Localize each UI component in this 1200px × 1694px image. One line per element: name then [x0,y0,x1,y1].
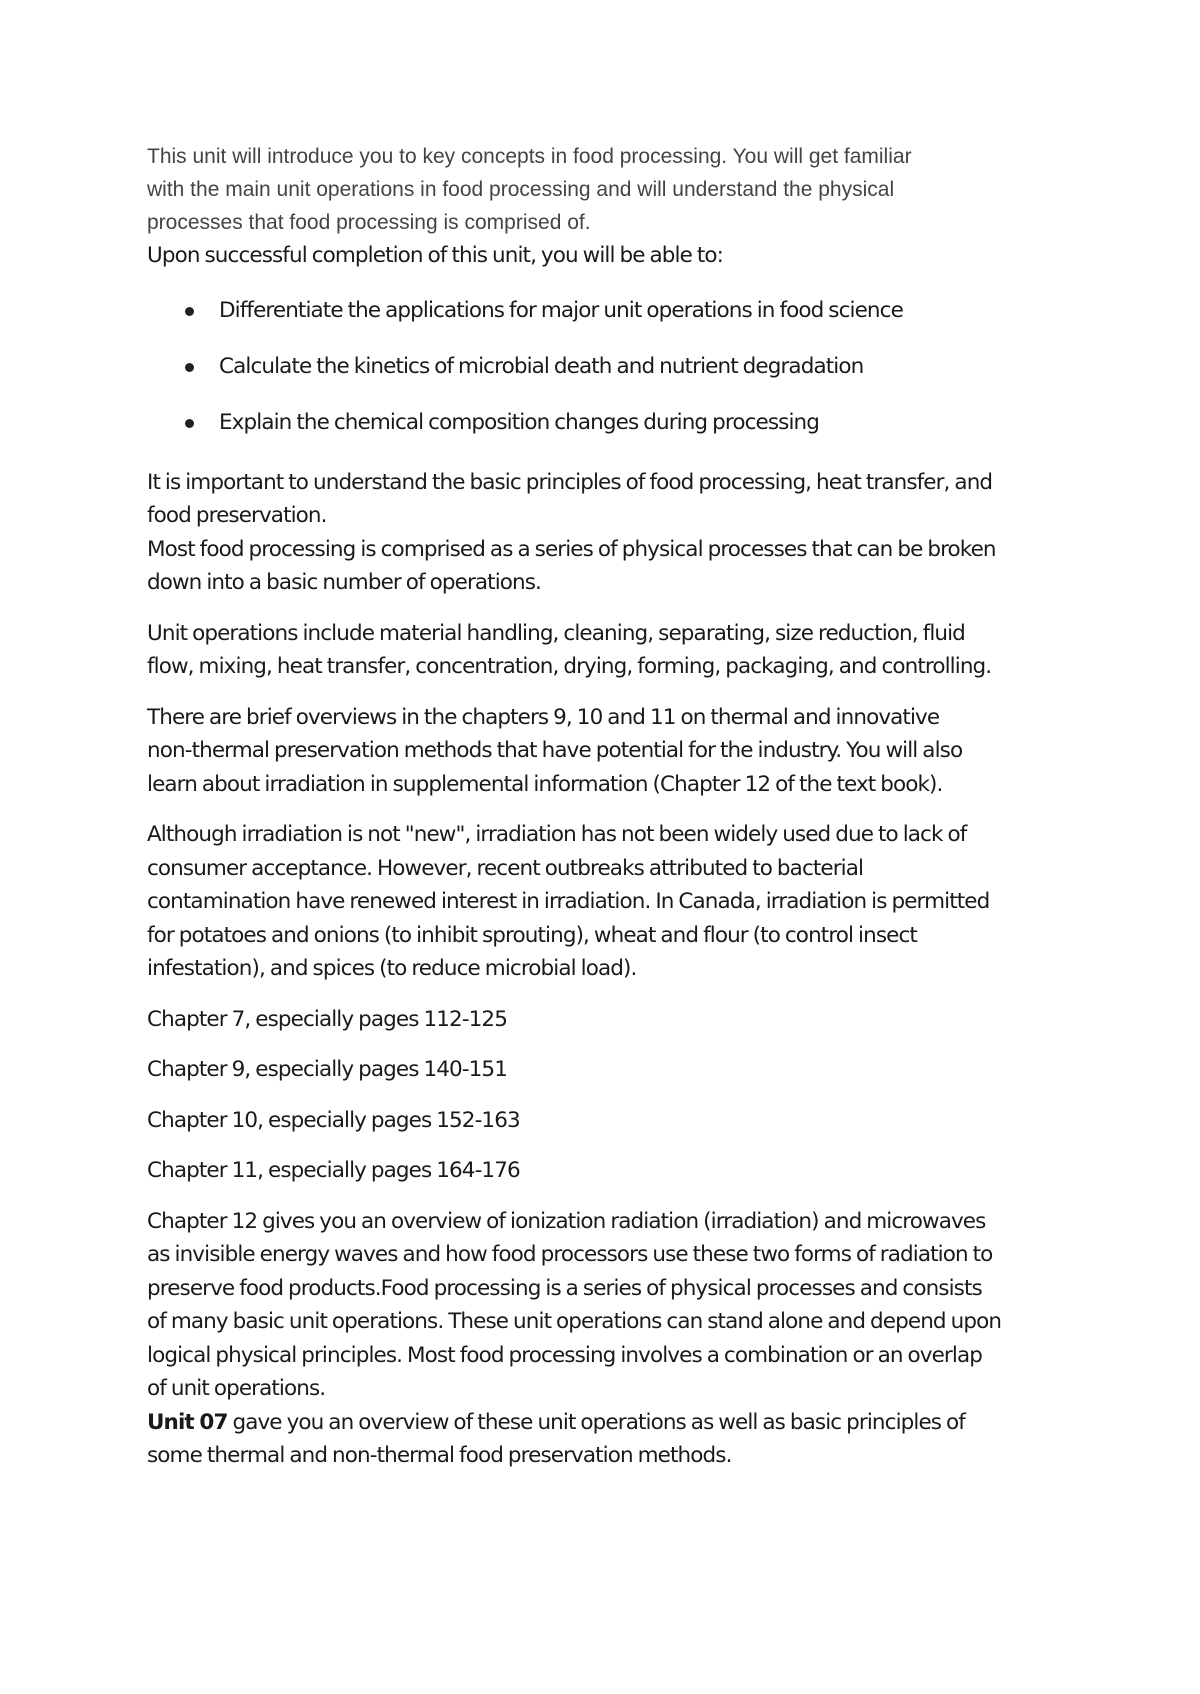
reading-chapter-11: Chapter 11, especially pages 164-176 [147,1158,520,1183]
text-line: as invisible energy waves and how food processors use these two forms of radiation to [147,1242,993,1267]
text-line: of unit operations. [147,1376,326,1401]
list-item-text: Differentiate the applications for major unit operations in food science [219,297,903,323]
text-line: consumer acceptance. However, recent outbreaks attributed to bacterial [147,855,864,881]
intro-line: This unit will introduce you to key concepts in food processing. You will get familiar [147,145,912,168]
unit-label: Unit 07 [147,1409,228,1435]
text-line: Most food processing is comprised as a series of physical processes that can be broken [147,536,996,562]
learning-outcomes-list [147,294,1067,462]
bullet-icon [185,307,194,316]
intro-paragraph [147,140,1067,239]
list-item [147,406,1067,462]
text-line: flow, mixing, heat transfer, concentration, drying, forming, packaging, and controlling. [147,654,992,679]
reading-chapter-7: Chapter 7, especially pages 112-125 [147,1006,507,1032]
text-line: some thermal and non-thermal food preservation methods. [147,1443,732,1468]
text-line: There are brief overviews in the chapters 9, 10 and 11 on thermal and innovative [147,704,940,730]
text-line: food preservation. [147,503,327,528]
closing-paragraph [147,1205,1067,1473]
text-line: Chapter 12 gives you an overview of ionization radiation (irradiation) and microwaves [147,1208,986,1234]
text-line: contamination have renewed interest in irradiation. In Canada, irradiation is permitted [147,889,990,914]
reading-chapter-9: Chapter 9, especially pages 140-151 [147,1057,507,1082]
reading-chapter-10: Chapter 10, especially pages 152-163 [147,1107,520,1133]
text-line: of many basic unit operations. These unit operations can stand alone and depend upon [147,1309,1002,1334]
bullet-icon [185,363,194,372]
list-item [147,294,1067,350]
document-page [147,140,1067,1473]
outcomes-heading: Upon successful completion of this unit, you will be able to: [147,243,724,268]
bullet-icon [185,419,194,428]
intro-line: with the main unit operations in food processing and will understand the physical [147,178,895,201]
text-line: Unit operations include material handling, cleaning, separating, size reduction, fluid [147,620,965,646]
list-item [147,350,1067,406]
text-line: learn about irradiation in supplemental information (Chapter 12 of the text book). [147,771,943,797]
text-line: gave you an overview of these unit operations as well as basic principles of [227,1409,965,1435]
text-line: down into a basic number of operations. [147,570,541,595]
text-line: non-thermal preservation methods that have potential for the industry. You will also [147,738,963,763]
text-line: for potatoes and onions (to inhibit sprouting), wheat and flour (to control insect [147,922,917,948]
principles-paragraph [147,466,1067,600]
list-item-text: Explain the chemical composition changes during processing [219,409,819,435]
unit-operations-paragraph [147,617,1067,684]
text-line: infestation), and spices (to reduce microbial load). [147,956,637,981]
text-line: Although irradiation is not "new", irradiation has not been widely used due to lack of [147,822,967,847]
overviews-paragraph [147,701,1067,802]
text-line: It is important to understand the basic principles of food processing, heat transfer, and [147,469,993,495]
irradiation-paragraph [147,818,1067,986]
intro-line: processes that food processing is comprised of. [147,211,591,234]
text-line: logical physical principles. Most food processing involves a combination or an overlap [147,1342,982,1368]
text-line: preserve food products.Food processing is a series of physical processes and consists [147,1275,982,1301]
list-item-text: Calculate the kinetics of microbial death and nutrient degradation [219,353,864,379]
